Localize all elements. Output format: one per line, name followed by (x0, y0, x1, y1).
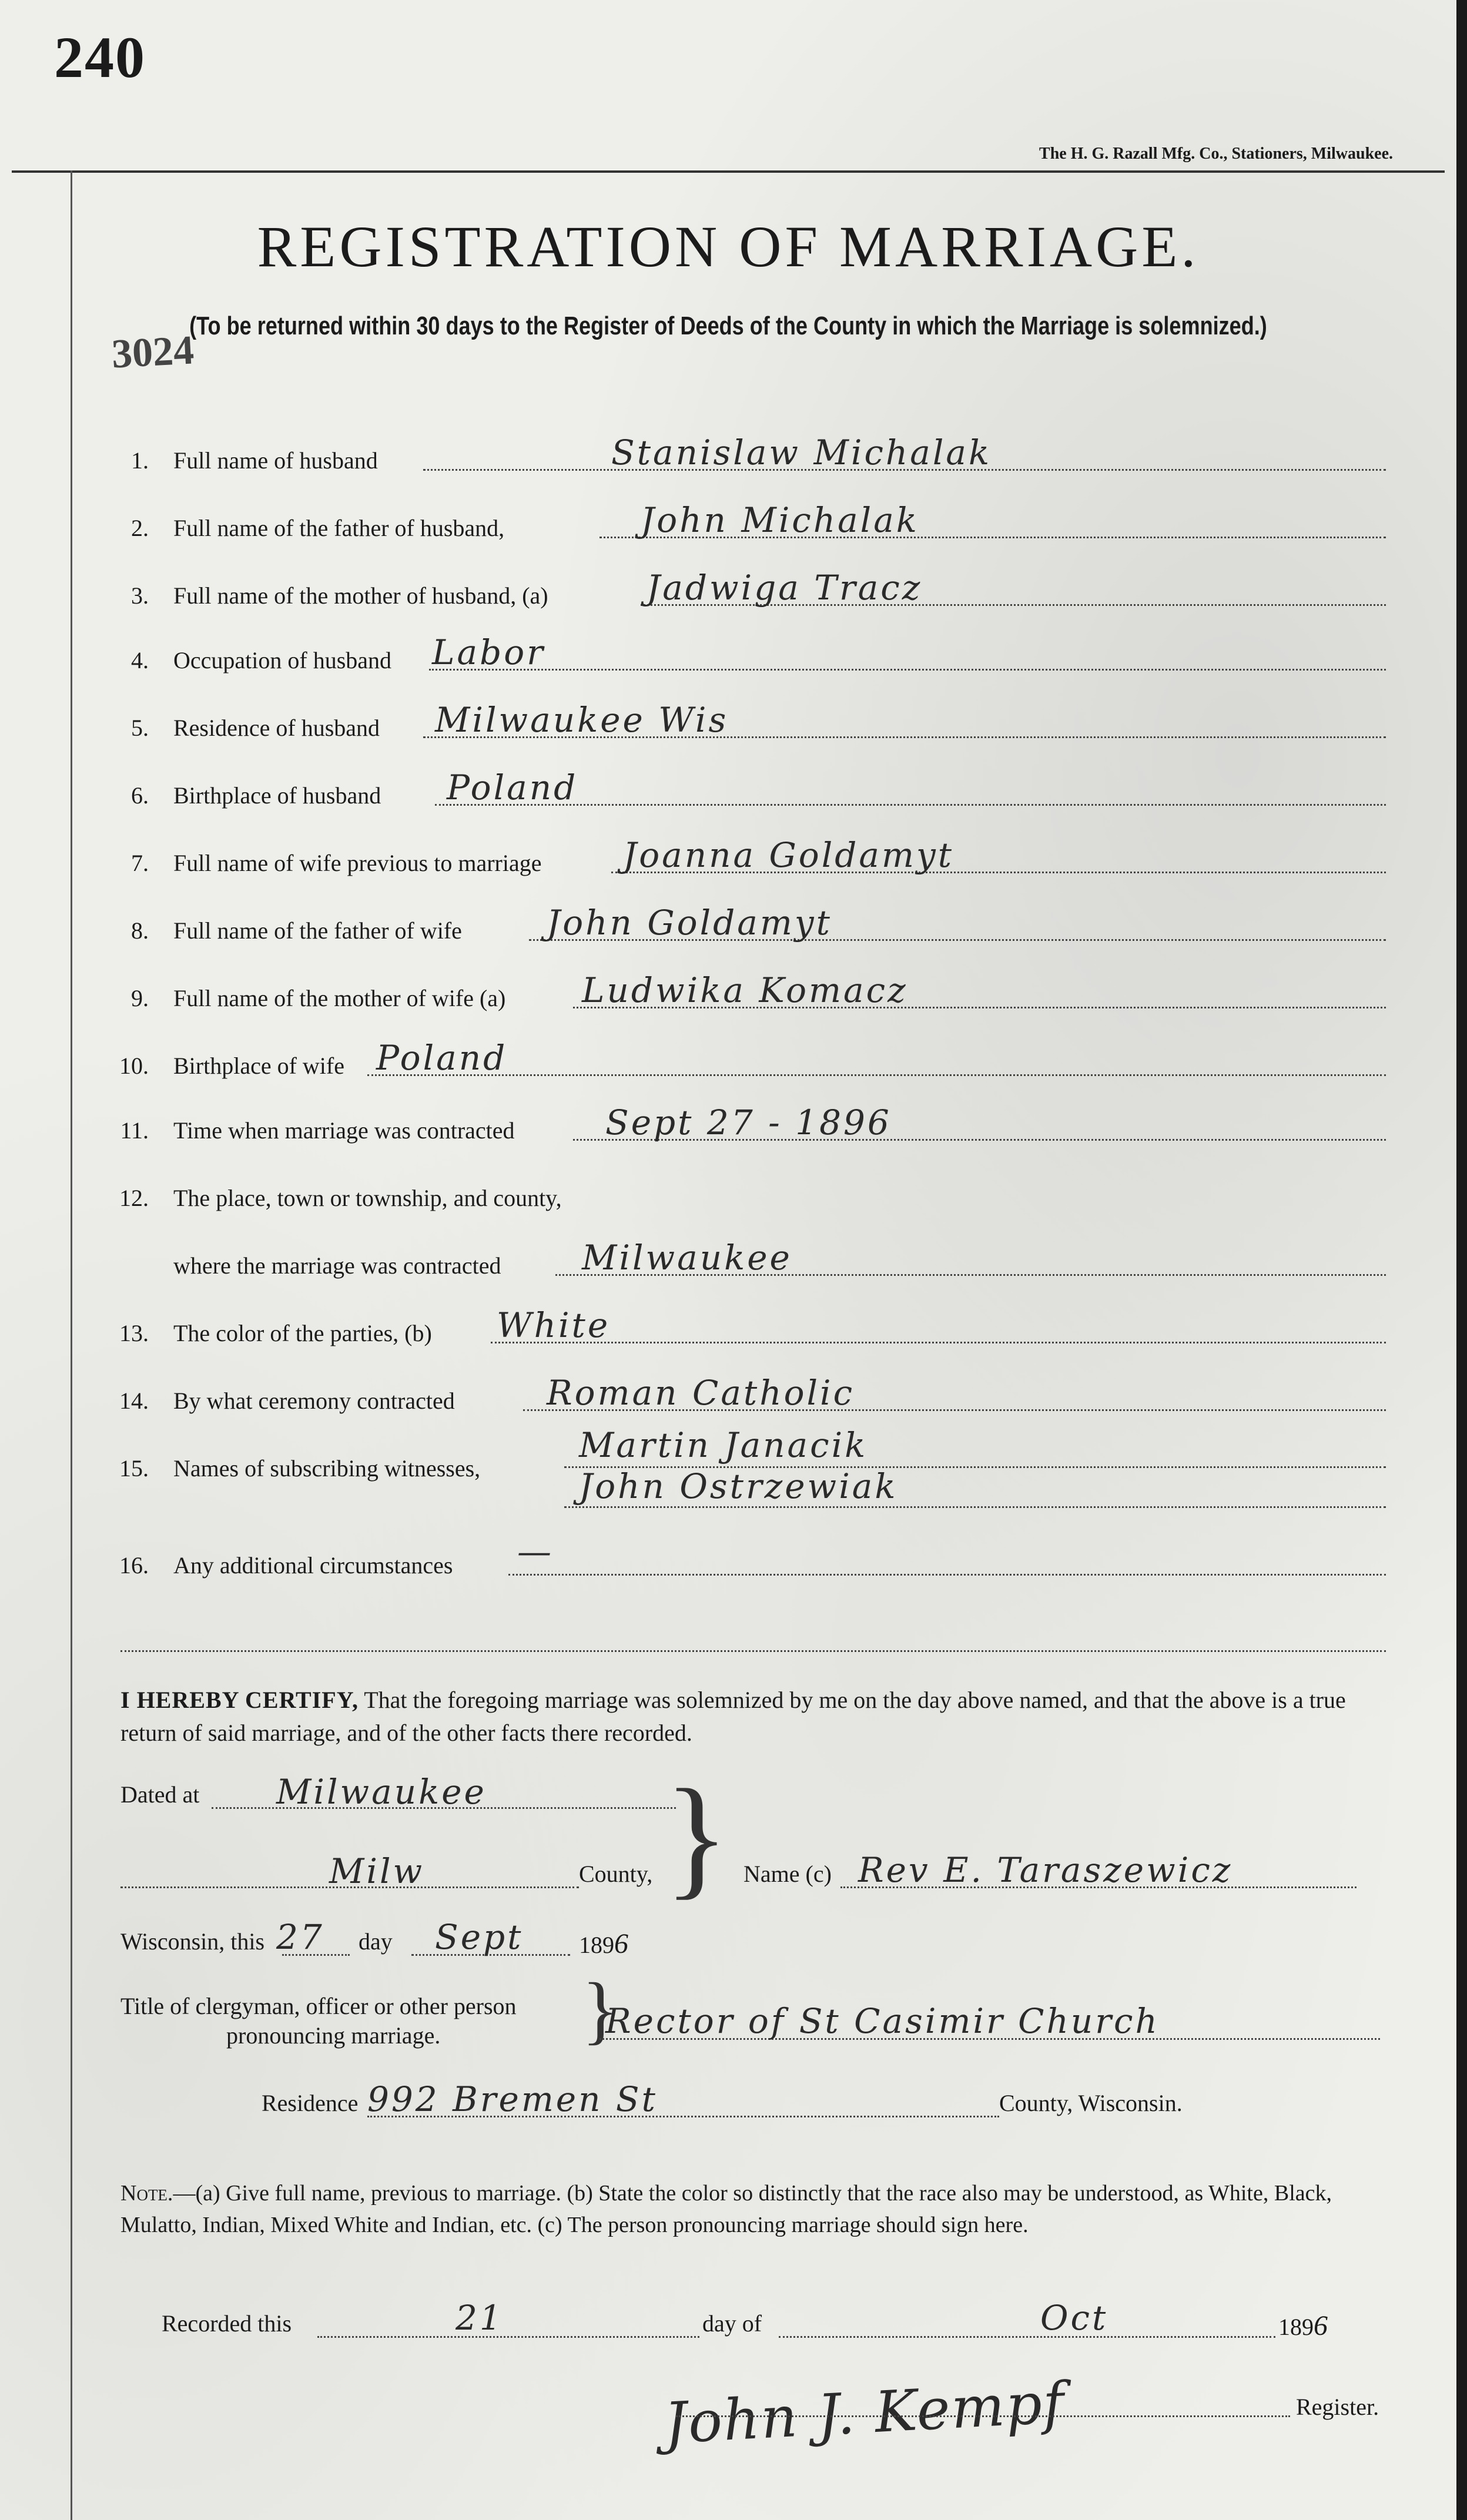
marriage-place-value: Milwaukee (582, 1238, 792, 1278)
clergy-name-label: Name (c) (743, 1861, 832, 1887)
form-subtitle: (To be returned within 30 days to the Register of Deeds of the County in which the Marriage is solemnized.) (189, 311, 1267, 340)
field-row-husband-birthplace: 6. Birthplace of husband Poland (0, 770, 1456, 817)
dated-brace: } (664, 1761, 729, 1911)
color-value: White (497, 1305, 611, 1345)
recorded-year: 1896 (1278, 2310, 1328, 2341)
file-number: 3024 (110, 327, 195, 377)
husband-occupation-value: Labor (432, 632, 545, 672)
clergy-title-label-2: pronouncing marriage. (226, 2022, 441, 2049)
page-number: 240 (54, 25, 146, 90)
certification-text: I HEREBY CERTIFY, That the foregoing marriage was solemnized by me on the day above named, and that the above is a true return of said marriage, and of the other facts there recorded. (120, 1687, 1346, 1746)
field-row-husband-residence: 5. Residence of husband Milwaukee Wis (0, 702, 1456, 749)
field-row-husband-name: 1. Full name of husband Stanislaw Michalak (0, 435, 1456, 482)
residence-suffix: County, Wisconsin. (999, 2090, 1183, 2116)
recorded-month-value: Oct (1040, 2298, 1108, 2338)
register-label: Register. (1296, 2394, 1379, 2420)
recorded-label: Recorded this (162, 2310, 292, 2337)
dated-month-value: Sept (435, 1917, 524, 1957)
ceremony-value: Roman Catholic (547, 1373, 855, 1413)
stationer-imprint: The H. G. Razall Mfg. Co., Stationers, Milwaukee. (1039, 145, 1393, 163)
field-row-husband-father: 2. Full name of the father of husband, John Michalak (0, 502, 1456, 549)
field-row-husband-mother: 3. Full name of the mother of husband, (a) Jadwiga Tracz (0, 570, 1456, 617)
marriage-date-value: Sept 27 - 1896 (605, 1102, 892, 1142)
wife-name-value: Joanna Goldamyt (623, 835, 954, 875)
field-row-husband-occupation: 4. Occupation of husband Labor (0, 635, 1456, 682)
field-row-wife-father: 8. Full name of the father of wife John Goldamyt (0, 905, 1456, 952)
clergy-name-value: Rev E. Taraszewicz (858, 1850, 1233, 1890)
field-row-place-2: where the marriage was contracted Milwaukee (0, 1240, 1456, 1287)
husband-mother-value: Jadwiga Tracz (647, 568, 923, 608)
dated-year: 1896 (579, 1928, 628, 1959)
clergy-title-value: Rector of St Casimir Church (605, 2001, 1160, 2041)
husband-father-value: John Michalak (641, 500, 919, 540)
wife-birthplace-value: Poland (376, 1038, 508, 1078)
document-sheet: 240 The H. G. Razall Mfg. Co., Stationers, Milwaukee. REGISTRATION OF MARRIAGE. (To be returned within 30 days to the Register of Deeds of the County in which the Marriage is solemnized.) 3024 1. Full name of husband Stanislaw Michalak 2. Full name of the father of husband, John Michalak 3. Full name of the mother of husband, (a) Jadwiga Tracz 4. Occupation of husband Labor 5. Residence of husband Milwaukee Wis 6. Birthplace of husband Poland 7. Full name of wife previous to marriage Joanna Goldamyt 8. Full name of the father of wife John Goldamyt 9. Full name of the mother of wife (a) Ludwika Komacz 10. Birthplace of wife Poland 11. Time when marriage was contracted Sept 27 - 1896 12. The place, town or township, and county, where the marriage was contracted Milwaukee 13. The color of the parties, (b) White 14. By what ceremony contracted Roman Catholic 15. Names of subscribing witnesses, Martin Janacik John Ostrzewiak 16. Any additional circumstances — I HEREBY CERTIFY, That the foregoing marriage was solemnized by me on the day above named, and that the above is a true return of said marriage, and of the other facts there recorded. Dated at Milwaukee Milw County, Wisconsin, this 27 day Sept 1896 } Name (c) Rev E. Taraszewicz Title of clergyman, officer or other person pronouncing marriage. } Rector of St Casimir Church Residence 992 Bremen St County, Wisconsin. Note.—(a) Give full name, previous to marriage. (b) State the color so distinctly that the race also may be understood, as White, Black, Mulatto, Indian, Mixed White and Indian, etc. (c) The person pronouncing marriage should sign here. Recorded this 21 day of Oct 1896 John J. Kempf Register. (0, 0, 1456, 2520)
field-row-place-1: 12. The place, town or township, and county, (119, 1185, 562, 1211)
form-title: REGISTRATION OF MARRIAGE. (257, 214, 1200, 279)
field-row-marriage-date: 11. Time when marriage was contracted Sept 27 - 1896 (0, 1105, 1456, 1152)
dated-day-label: day (359, 1928, 393, 1955)
husband-birthplace-value: Poland (447, 768, 578, 807)
wisconsin-this-label: Wisconsin, this (120, 1928, 265, 1955)
residence-label: Residence (262, 2090, 359, 2116)
register-signature: John J. Kempf (662, 2370, 1067, 2457)
additional-value: — (517, 1532, 554, 1571)
field-row-ceremony: 14. By what ceremony contracted Roman Catholic (0, 1375, 1456, 1422)
clergy-title-label-1: Title of clergyman, officer or other person (120, 1993, 517, 2019)
county-label: County, (579, 1861, 653, 1887)
top-rule (12, 170, 1445, 173)
recorded-day-value: 21 (455, 2298, 504, 2338)
field-row-color: 13. The color of the parties, (b) White (0, 1308, 1456, 1355)
dated-at-value: Milwaukee (276, 1772, 487, 1812)
field-row-witness-1: 15. Names of subscribing witnesses, Martin Janacik John Ostrzewiak (0, 1443, 1456, 1490)
witness-1-value: Martin Janacik (579, 1425, 868, 1465)
recorded-day-label: day of (702, 2310, 762, 2337)
field-row-wife-name: 7. Full name of wife previous to marriage Joanna Goldamyt (0, 837, 1456, 884)
wife-mother-value: Ludwika Komacz (582, 970, 908, 1010)
husband-name-value: Stanislaw Michalak (611, 433, 992, 472)
wife-father-value: John Goldamyt (547, 903, 832, 943)
field-row-wife-mother: 9. Full name of the mother of wife (a) Ludwika Komacz (0, 973, 1456, 1020)
blank-line (120, 1650, 1386, 1652)
county-value: Milw (329, 1851, 425, 1891)
field-row-wife-birthplace: 10. Birthplace of wife Poland (0, 1040, 1456, 1087)
witness-2-value: John Ostrzewiak (579, 1466, 898, 1506)
field-row-additional: 16. Any additional circumstances — (0, 1540, 1456, 1587)
residence-value: 992 Bremen St (367, 2079, 658, 2119)
husband-residence-value: Milwaukee Wis (435, 700, 729, 740)
dated-at-label: Dated at (120, 1781, 200, 1808)
dated-day-value: 27 (276, 1917, 324, 1957)
footnote: Note.—(a) Give full name, previous to marriage. (b) State the color so distinctly that the race also may be understood, as White, Black, Mulatto, Indian, Mixed White and Indian, etc. (c) The person pronouncing marriage should sign here. (120, 2181, 1332, 2237)
